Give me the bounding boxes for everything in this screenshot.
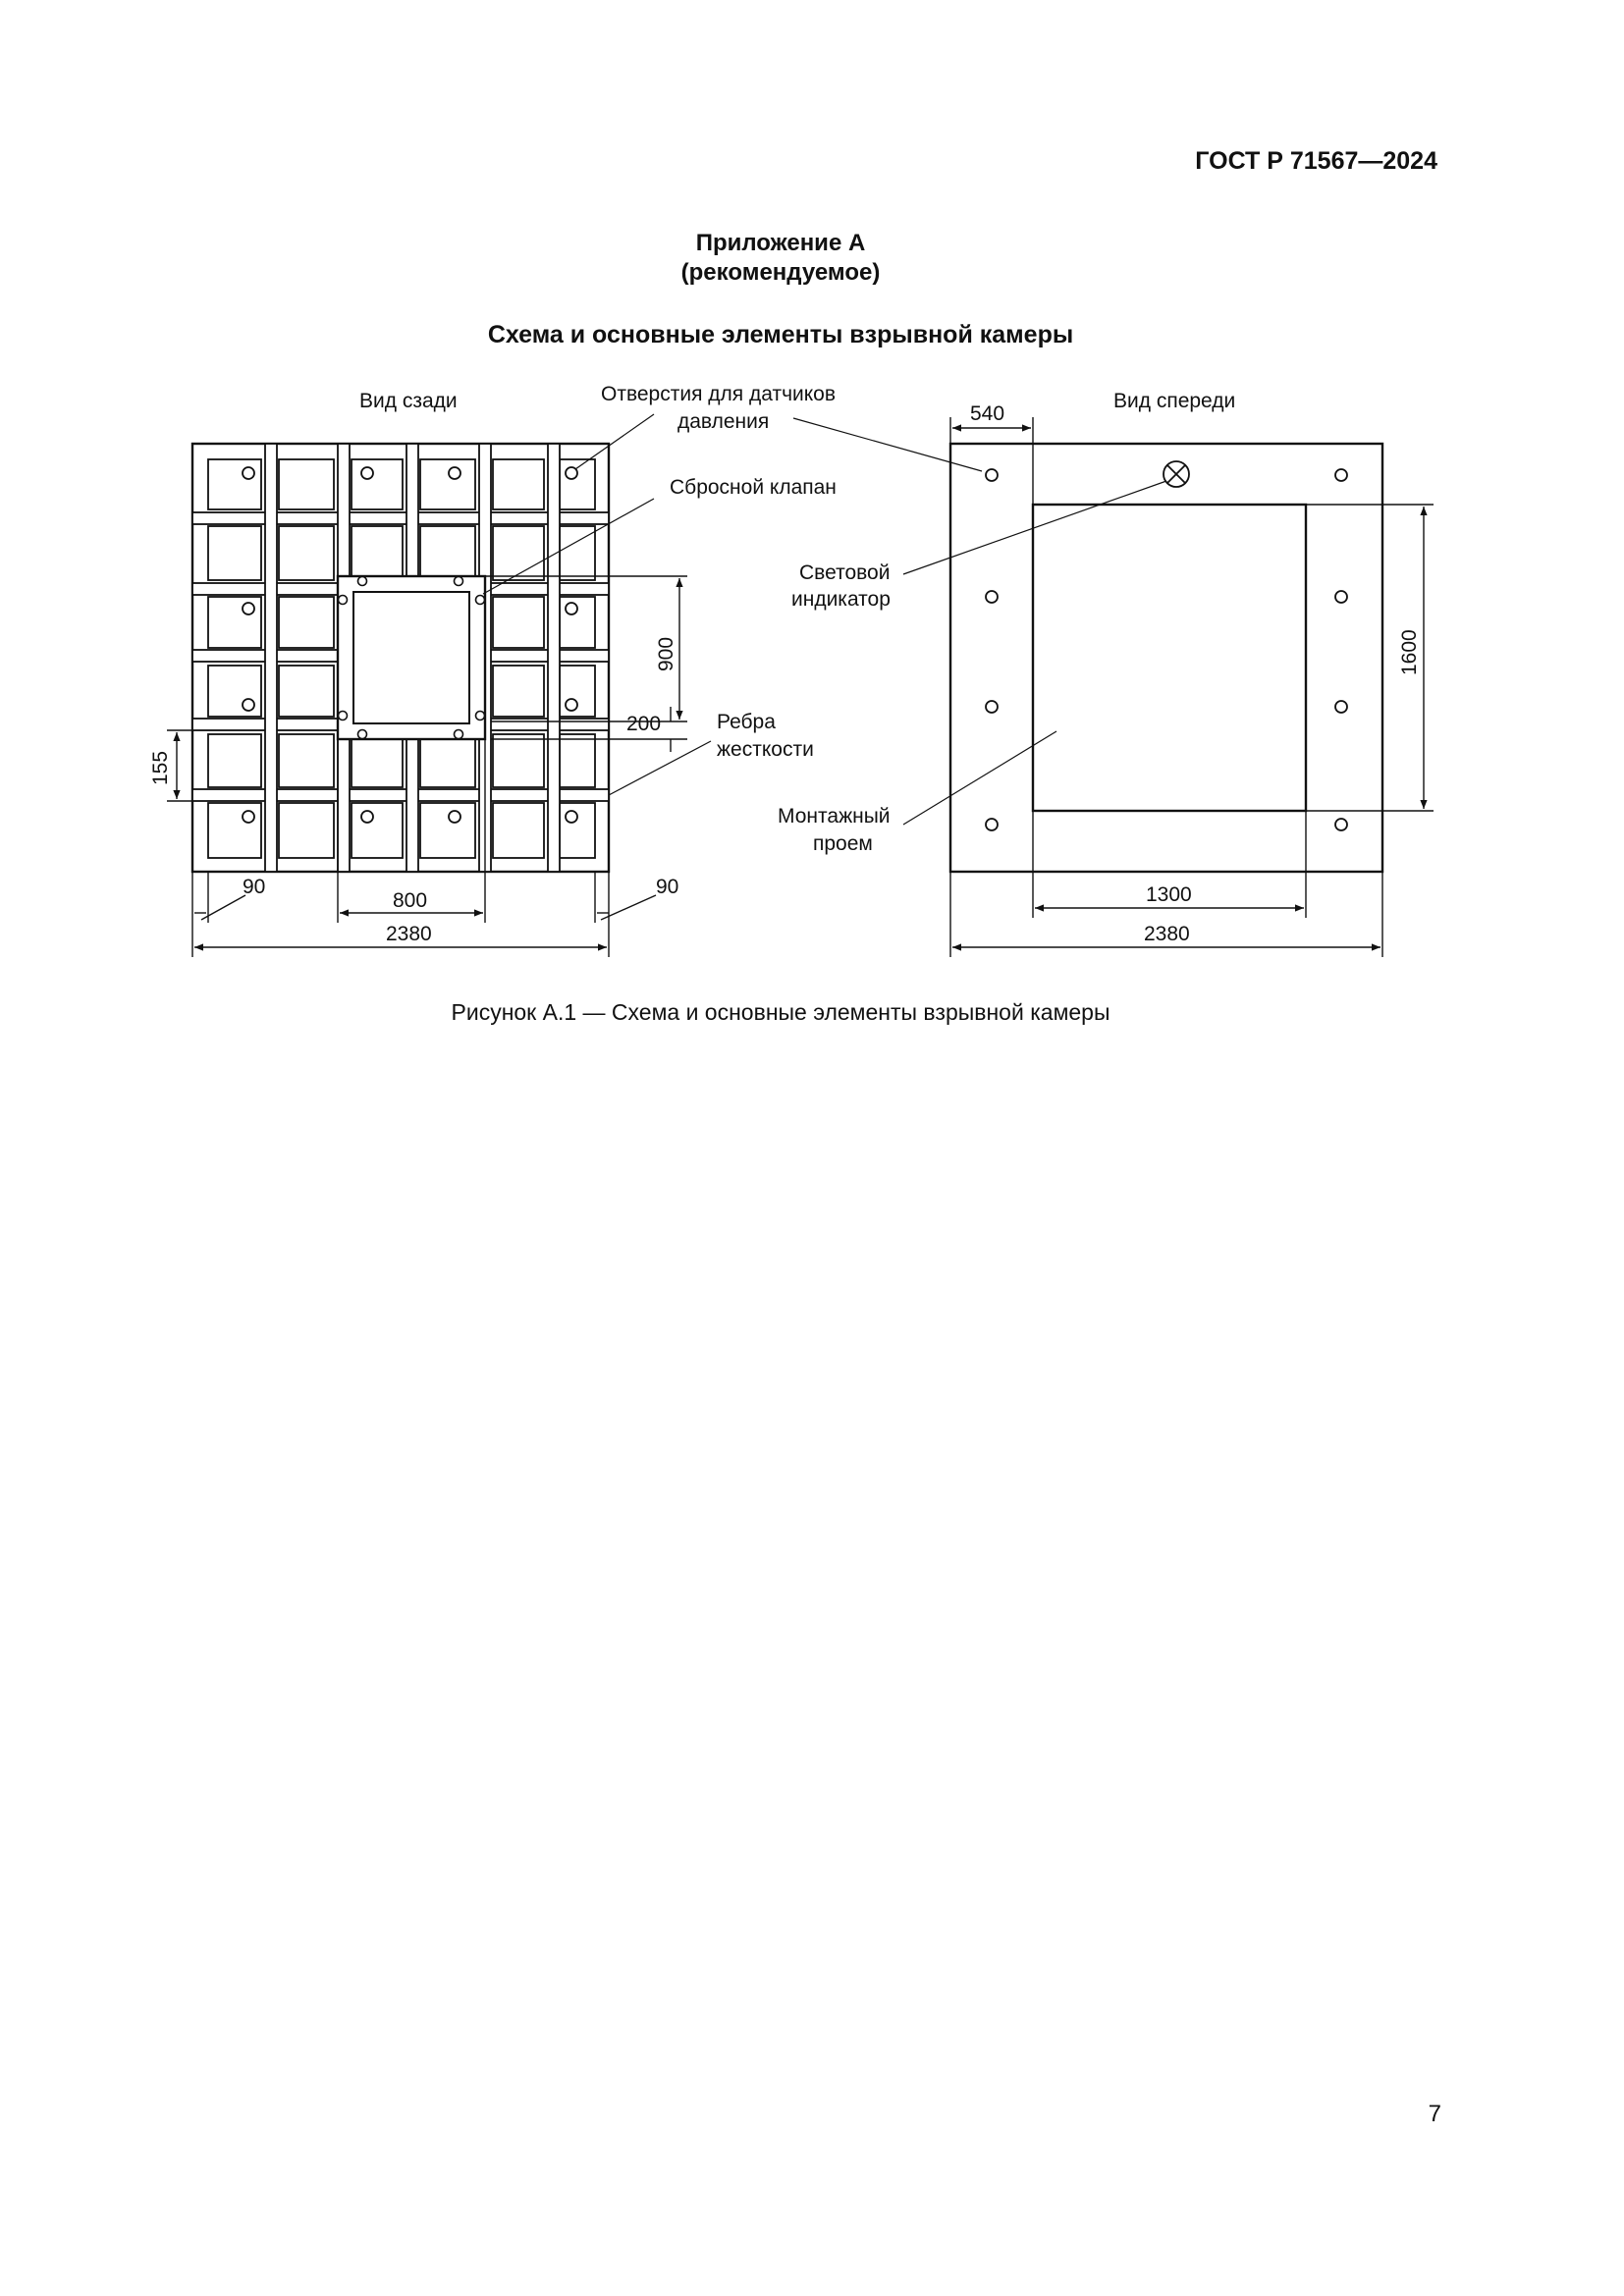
front-view <box>778 390 1434 957</box>
dim-valve-height: 900 <box>655 636 677 671</box>
callout-mount-opening-line2: проем <box>813 832 873 855</box>
callout-sensor-holes-line2: давления <box>677 410 770 433</box>
dim-rib-spacing: 155 <box>149 750 172 785</box>
relief-valve <box>338 576 485 739</box>
dim-left-margin: 90 <box>243 876 266 898</box>
front-view-label: Вид спереди <box>1113 390 1236 412</box>
dim-front-width: 2380 <box>1144 923 1190 945</box>
mounting-opening <box>1033 505 1306 811</box>
dim-front-offset: 540 <box>970 402 1005 425</box>
callout-light-indicator-line2: индикатор <box>791 588 891 611</box>
callout-mount-opening-line1: Монтажный <box>778 805 891 828</box>
dim-opening-width: 1300 <box>1146 883 1192 906</box>
dim-valve-width: 800 <box>393 889 428 912</box>
explosion-chamber-diagram <box>0 0 1624 982</box>
callout-ribs-line2: жесткости <box>717 738 814 761</box>
appendix-status: (рекомендуемое) <box>680 259 881 286</box>
appendix-title: Приложение А <box>695 230 866 256</box>
callout-relief-valve: Сбросной клапан <box>670 476 837 499</box>
callout-sensor-holes-line1: Отверстия для датчиков <box>601 383 837 405</box>
light-indicator <box>1164 461 1189 487</box>
figure-caption: Рисунок А.1 — Схема и основные элементы взрывной камеры <box>451 999 1110 1025</box>
rear-view-label: Вид сзади <box>359 390 458 412</box>
rear-view <box>149 383 837 957</box>
front-sensor-holes <box>986 469 1347 830</box>
dim-rear-width: 2380 <box>386 923 432 945</box>
callout-ribs-line1: Ребра <box>717 711 776 733</box>
dim-right-margin: 90 <box>656 876 679 898</box>
front-leader-lines <box>793 418 1166 825</box>
front-frame <box>950 444 1382 872</box>
section-heading: Схема и основные элементы взрывной камеры <box>487 321 1074 348</box>
dim-opening-height: 1600 <box>1398 629 1421 675</box>
rear-leader-lines <box>483 414 711 795</box>
page-number: 7 <box>1428 2101 1441 2127</box>
front-dimensions <box>950 417 1434 957</box>
dim-valve-offset: 200 <box>626 713 662 735</box>
callout-light-indicator-line1: Световой <box>799 561 891 584</box>
standard-number: ГОСТ Р 71567—2024 <box>1195 147 1437 175</box>
